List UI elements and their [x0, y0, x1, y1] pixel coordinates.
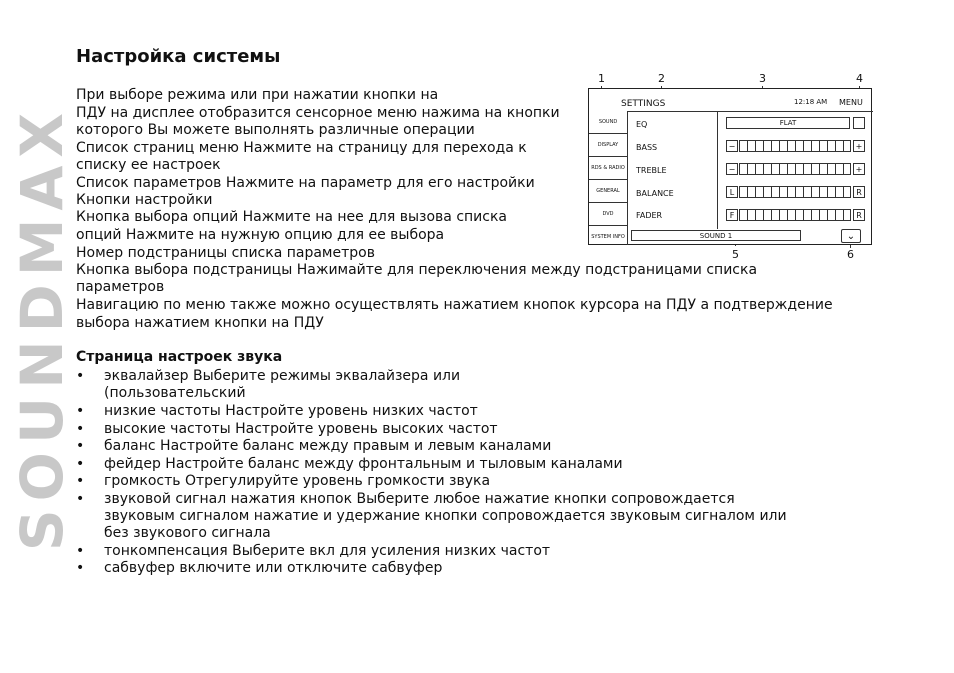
- balance-slider[interactable]: [739, 186, 851, 198]
- fader-rear-button[interactable]: R: [853, 209, 865, 221]
- chevron-down-icon: ⌄: [846, 230, 856, 242]
- intro-line: опций Нажмите на нужную опцию для ее выбора: [76, 227, 445, 243]
- intro-line: Номер подстраницы списка параметров: [76, 245, 375, 261]
- callout-5: 5: [732, 248, 739, 261]
- balance-left-button[interactable]: L: [726, 186, 738, 198]
- bullet-marker: •: [76, 560, 85, 576]
- row-bass[interactable]: BASS: [636, 143, 658, 152]
- clock: 12:18 AM: [794, 98, 828, 106]
- intro-line: выбора нажатием кнопки на ПДУ: [76, 315, 324, 331]
- bullet-treble: высокие частоты Настройте уровень высоких частот: [104, 421, 498, 437]
- fader-front-button[interactable]: F: [726, 209, 738, 221]
- bass-plus-button[interactable]: +: [853, 140, 865, 152]
- brand-logo: [8, 54, 76, 602]
- intro-line: параметров: [76, 279, 165, 295]
- callout-6: 6: [847, 248, 854, 261]
- settings-title: SETTINGS: [621, 99, 666, 109]
- callout-3: 3: [759, 72, 766, 85]
- brand-text: SOUNDMAX: [8, 104, 76, 552]
- bullet-marker: •: [76, 473, 85, 489]
- intro-line: списку ее настроек: [76, 157, 221, 173]
- bullet-marker: •: [76, 368, 85, 384]
- divider: [717, 111, 718, 229]
- intro-line: Навигацию по меню также можно осуществлять нажатием кнопок курсора на ПДУ а подтверждение: [76, 297, 833, 313]
- intro-line: При выборе режима или при нажатии кнопки на: [76, 87, 439, 103]
- bullet-eq: эквалайзер Выберите режимы эквалайзера или: [104, 368, 461, 384]
- options-button[interactable]: [853, 117, 865, 129]
- intro-line: Список страниц меню Нажмите на страницу для перехода к: [76, 140, 527, 156]
- tab-system-info[interactable]: SYSTEM INFO: [591, 234, 625, 240]
- bullet-marker: •: [76, 491, 85, 507]
- page-tabs: [589, 111, 628, 245]
- tab-dvd[interactable]: DVD: [589, 203, 627, 226]
- callout-4: 4: [856, 72, 863, 85]
- intro-line: Кнопка выбора подстраницы Нажимайте для переключения между подстраницами списка: [76, 262, 758, 278]
- bullet-marker: •: [76, 543, 85, 559]
- tab-rds-radio[interactable]: RDS & RADIO: [589, 157, 627, 180]
- bullet-loudness: тонкомпенсация Выберите вкл для усиления низких частот: [104, 543, 551, 559]
- callout-1: 1: [598, 72, 605, 85]
- bullet-marker: •: [76, 421, 85, 437]
- callout-2: 2: [658, 72, 665, 85]
- bullet-marker: •: [76, 456, 85, 472]
- row-balance[interactable]: BALANCE: [636, 189, 674, 198]
- intro-line: которого Вы можете выполнять различные операции: [76, 122, 475, 138]
- row-fader[interactable]: FADER: [636, 211, 663, 220]
- bullet-volume: громкость Отрегулируйте уровень громкости звука: [104, 473, 491, 489]
- bullet-marker: •: [76, 438, 85, 454]
- page-title: Настройка системы: [76, 46, 281, 67]
- treble-slider[interactable]: [739, 163, 851, 175]
- bullet-subwoofer: сабвуфер включите или отключите сабвуфер: [104, 560, 443, 576]
- subpage-number: SOUND 1: [631, 230, 801, 241]
- tab-general[interactable]: GENERAL: [589, 180, 627, 203]
- bullet-bass: низкие частоты Настройте уровень низких частот: [104, 403, 478, 419]
- bullet-balance: баланс Настройте баланс между правым и левым каналами: [104, 438, 552, 454]
- intro-line: Кнопки настройки: [76, 192, 213, 208]
- intro-line: ПДУ на дисплее отобразится сенсорное меню нажима на кнопки: [76, 105, 560, 121]
- row-eq[interactable]: EQ: [636, 120, 648, 129]
- intro-line: Кнопка выбора опций Нажмите на нее для вызова списка: [76, 209, 507, 225]
- bass-slider[interactable]: [739, 140, 851, 152]
- balance-right-button[interactable]: R: [853, 186, 865, 198]
- treble-minus-button[interactable]: −: [726, 163, 738, 175]
- menu-button[interactable]: MENU: [839, 98, 863, 107]
- sound-settings-heading: Страница настроек звука: [76, 349, 283, 365]
- settings-panel-illustration: [588, 88, 872, 245]
- tab-display[interactable]: DISPLAY: [589, 134, 627, 157]
- divider: [627, 111, 873, 112]
- bass-minus-button[interactable]: −: [726, 140, 738, 152]
- intro-line: Список параметров Нажмите на параметр для его настройки: [76, 175, 535, 191]
- subpage-down-button[interactable]: [841, 229, 861, 243]
- bullet-marker: •: [76, 403, 85, 419]
- bullet-fader: фейдер Настройте баланс между фронтальным и тыловым каналами: [104, 456, 623, 472]
- row-treble[interactable]: TREBLE: [636, 166, 667, 175]
- bullet-beep-cont: без звукового сигнала: [104, 525, 271, 541]
- bullet-beep: звуковой сигнал нажатия кнопок Выберите любое нажатие кнопки сопровождается: [104, 491, 735, 507]
- eq-value-box[interactable]: FLAT: [726, 117, 850, 129]
- treble-plus-button[interactable]: +: [853, 163, 865, 175]
- bullet-eq-cont: (пользовательский: [104, 385, 246, 401]
- bullet-beep-cont: звуковым сигналом нажатие и удержание кнопки сопровождается звуковым сигналом или: [104, 508, 787, 524]
- fader-slider[interactable]: [739, 209, 851, 221]
- tab-sound[interactable]: SOUND: [589, 111, 627, 134]
